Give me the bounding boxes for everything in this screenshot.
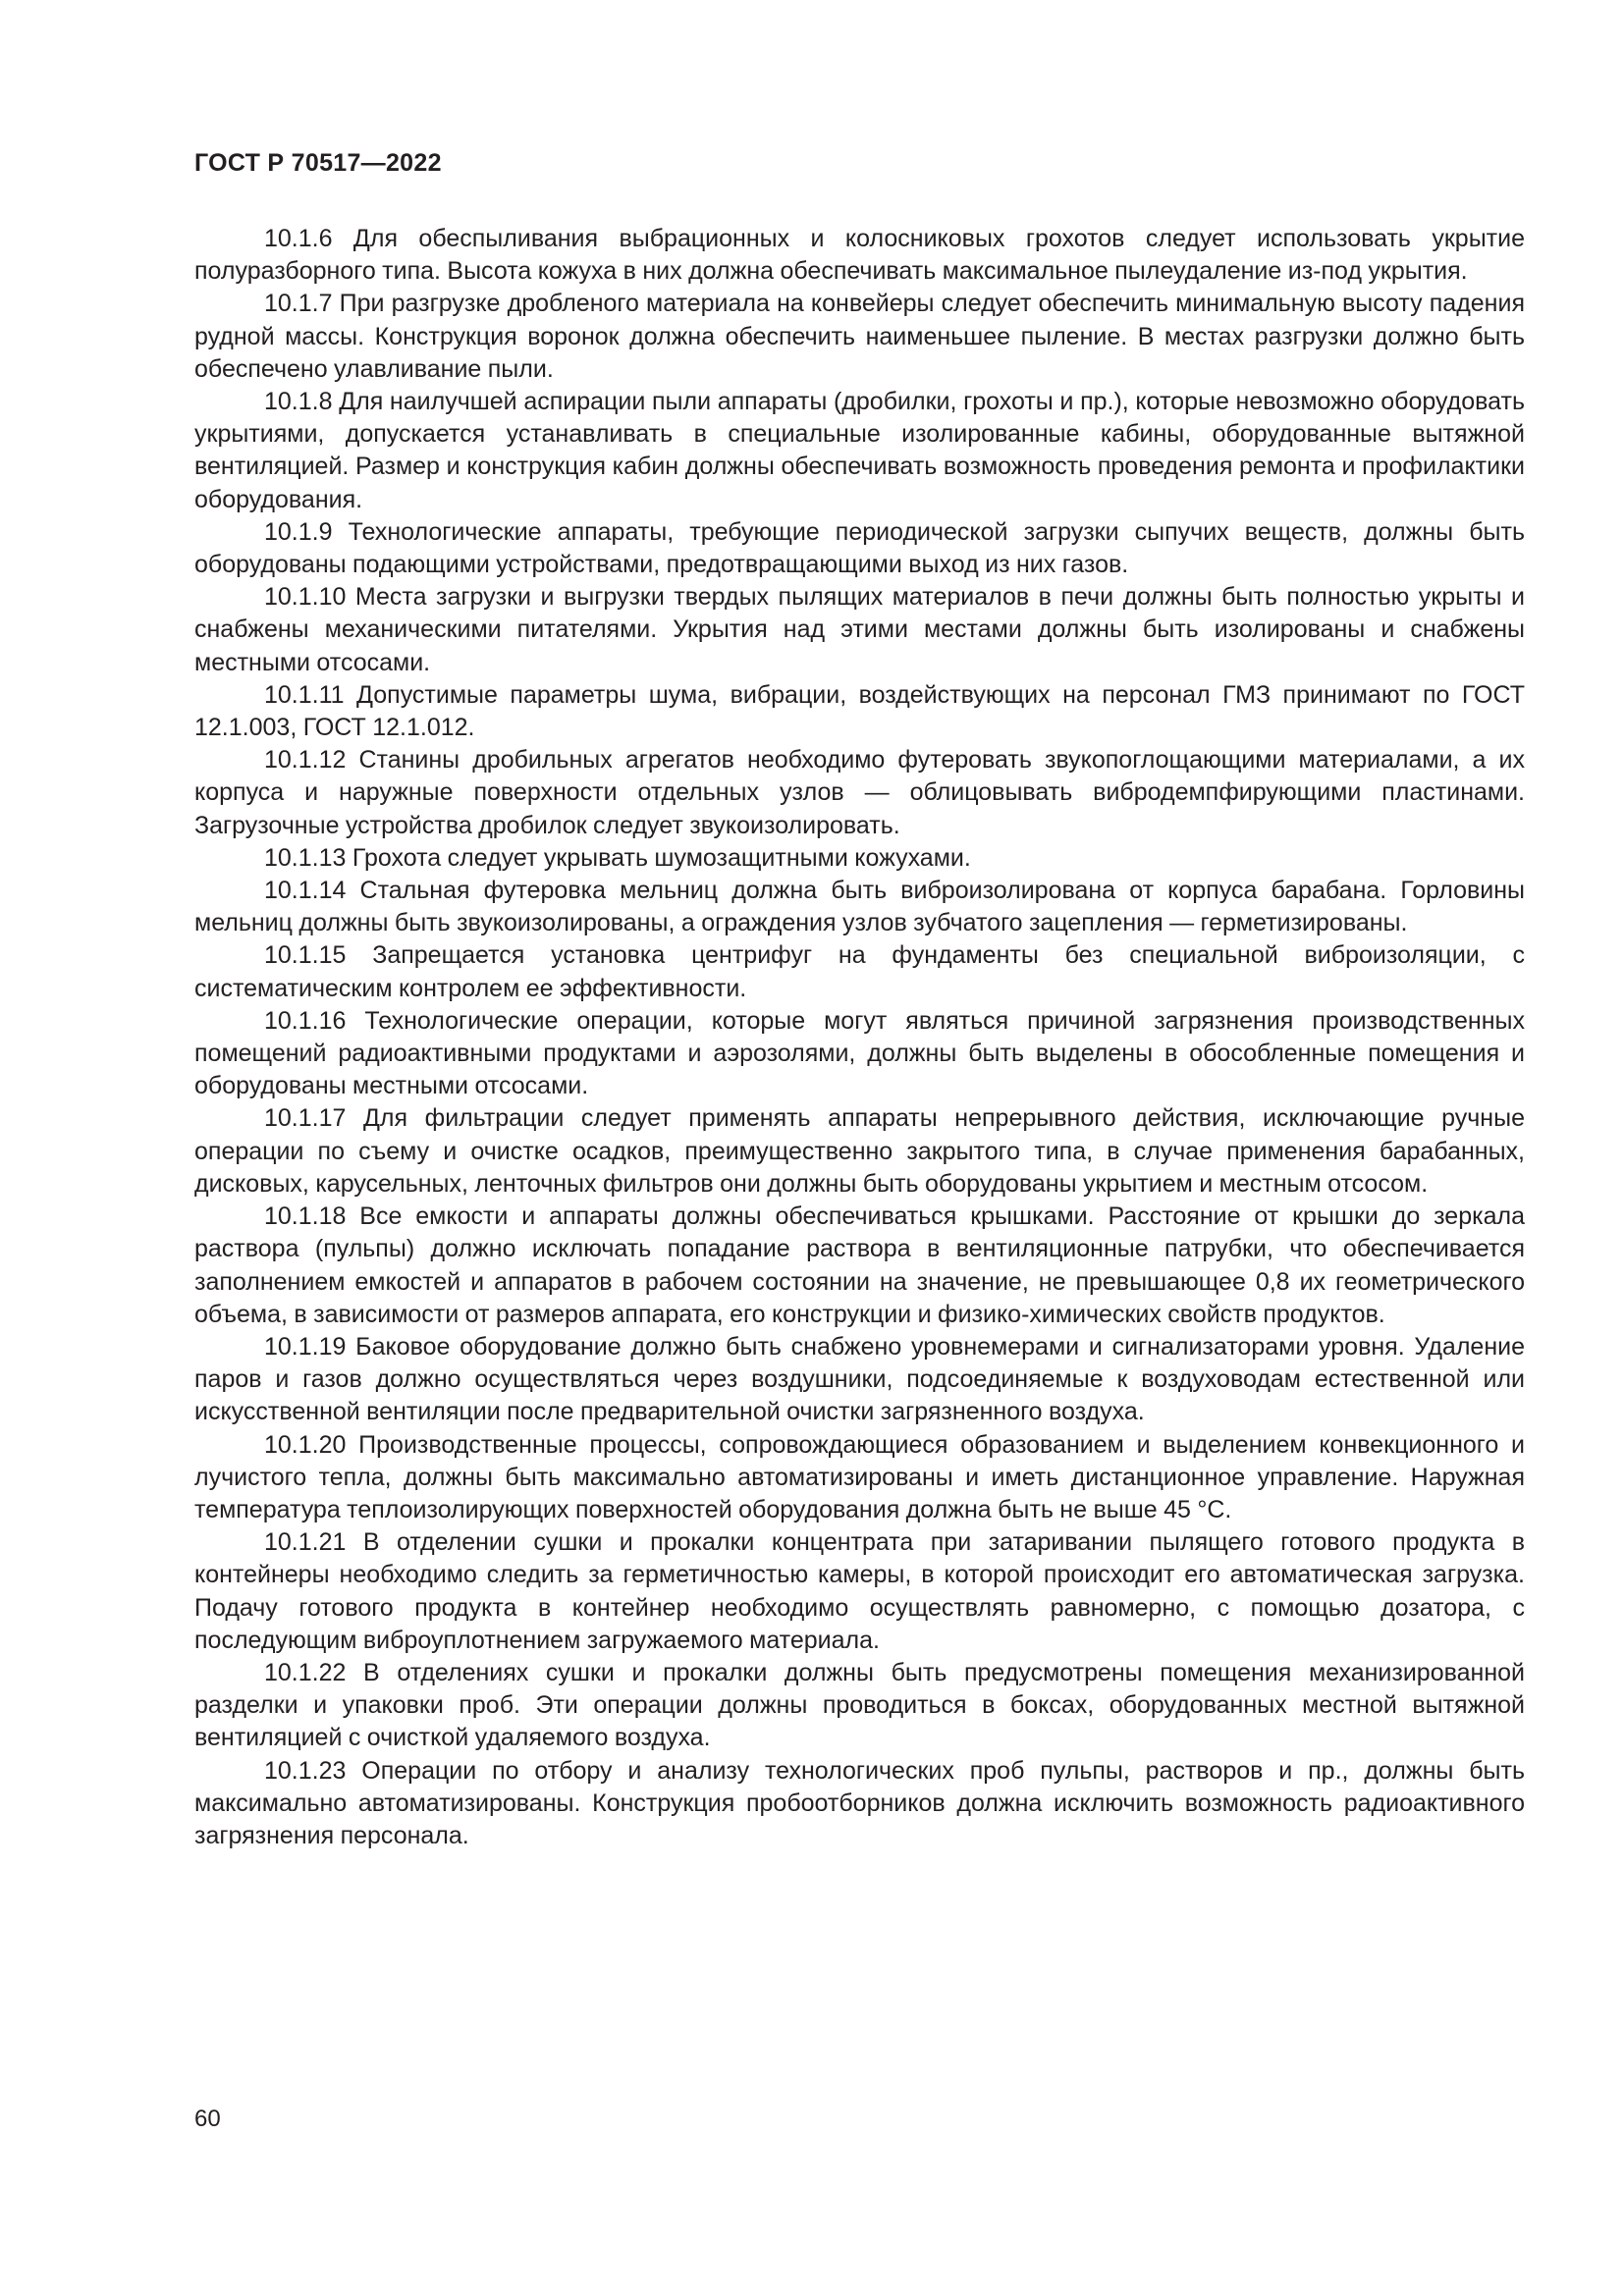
clause-10-1-13: 10.1.13 Грохота следует укрывать шумозащитными кожухами. [264,843,971,872]
clause-10-1-11: 10.1.11 Допустимые параметры шума, вибрации, воздействующих на персонал ГМЗ принимают по ГОСТ 12.1.003, ГОСТ 12.1.012. [194,680,1525,742]
clause-10-1-17: 10.1.17 Для фильтрации следует применять аппараты непрерывного действия, исключающие ручные операции по съему и очистке осадков, преимущественно закрытого типа, в случае применения барабанных, дисковых, карусельных, ленточных фильтров они должны быть оборудованы укрытием и местным отсосом. [194,1104,1525,1198]
document-header: ГОСТ Р 70517—2022 [194,149,442,177]
clause-10-1-23: 10.1.23 Операции по отбору и анализу технологических проб пульпы, растворов и пр., должны быть максимально автоматизированы. Конструкция пробоотборников должна исключить возможность радиоактивного загрязнения персонала. [194,1756,1525,1849]
clause-10-1-18: 10.1.18 Все емкости и аппараты должны обеспечиваться крышками. Расстояние от крышки до зеркала раствора (пульпы) должно исключать попадание раствора в вентиляционные патрубки, что обеспечивается заполнением емкостей и аппаратов в рабочем состоянии на значение, не превышающее 0,8 их геометрического объема, в зависимости от размеров аппарата, его конструкции и физико-химических свойств продуктов. [194,1202,1525,1328]
clause-10-1-6: 10.1.6 Для обеспыливания выбрационных и колосниковых грохотов следует использовать укрытие полуразборного типа. Высота кожуха в них должна обеспечивать максимальное пылеудаление из-под укрытия. [194,225,1525,286]
clause-10-1-10: 10.1.10 Места загрузки и выгрузки твердых пылящих материалов в печи должны быть полностью укрыты и снабжены механическими питателями. Укрытия над этими местами должны быть изолированы и снабжены местными отсосами. [194,583,1525,676]
clause-10-1-20: 10.1.20 Производственные процессы, сопровождающиеся образованием и выделением конвекционного и лучистого тепла, должны быть максимально автоматизированы и иметь дистанционное управление. Наружная температура теплоизолирующих поверхностей оборудования должна быть не выше 45 °С. [194,1430,1525,1523]
clause-10-1-8: 10.1.8 Для наилучшей аспирации пыли аппараты (дробилки, грохоты и пр.), которые невозможно оборудовать укрытиями, допускается устанавливать в специальные изолированные кабины, оборудованные вытяжной вентиляцией. Размер и конструкция кабин должны обеспечивать возможность проведения ремонта и профилактики оборудования. [194,388,1525,513]
clause-10-1-19: 10.1.19 Баковое оборудование должно быть снабжено уровнемерами и сигнализаторами уровня. Удаление паров и газов должно осуществляться через воздушники, подсоединяемые к воздуховодам естественной или искусственной вентиляции после предварительной очистки загрязненного воздуха. [194,1332,1525,1426]
clause-10-1-22: 10.1.22 В отделениях сушки и прокалки должны быть предусмотрены помещения механизированной разделки и упаковки проб. Эти операции должны проводиться в боксах, оборудованных местной вытяжной вентиляцией с очисткой удаляемого воздуха. [194,1658,1525,1752]
clause-10-1-16: 10.1.16 Технологические операции, которые могут являться причиной загрязнения производственных помещений радиоактивными продуктами и аэрозолями, должны быть выделены в обособленные помещения и оборудованы местными отсосами. [194,1006,1525,1100]
clause-10-1-21: 10.1.21 В отделении сушки и прокалки концентрата при затаривании пылящего готового продукта в контейнеры необходимо следить за герметичностью камеры, в которой происходит его автоматическая загрузка. Подачу готового продукта в контейнер необходимо осуществлять равномерно, с помощью дозатора, с последующим виброуплотнением загружаемого материала. [194,1528,1525,1654]
document-body [194,223,1525,1852]
clause-10-1-12: 10.1.12 Станины дробильных агрегатов необходимо футеровать звукопоглощающими материалами, а их корпуса и наружные поверхности отдельных узлов — облицовывать вибродемпфирующими пластинами. Загрузочные устройства дробилок следует звукоизолировать. [194,746,1525,839]
page-number: 60 [194,2106,221,2132]
clause-10-1-15: 10.1.15 Запрещается установка центрифуг на фундаменты без специальной виброизоляции, с систематическим контролем ее эффективности. [194,941,1525,1002]
clause-10-1-14: 10.1.14 Стальная футеровка мельниц должна быть виброизолирована от корпуса барабана. Горловины мельниц должны быть звукоизолированы, а ограждения узлов зубчатого зацепления — герметизированы. [194,877,1525,937]
clause-10-1-9: 10.1.9 Технологические аппараты, требующие периодической загрузки сыпучих веществ, должны быть оборудованы подающими устройствами, предотвращающими выход из них газов. [194,517,1525,579]
clause-10-1-7: 10.1.7 При разгрузке дробленого материала на конвейеры следует обеспечить минимальную высоту падения рудной массы. Конструкция воронок должна обеспечить наименьшее пыление. В местах разгрузки должно быть обеспечено улавливание пыли. [194,290,1525,383]
